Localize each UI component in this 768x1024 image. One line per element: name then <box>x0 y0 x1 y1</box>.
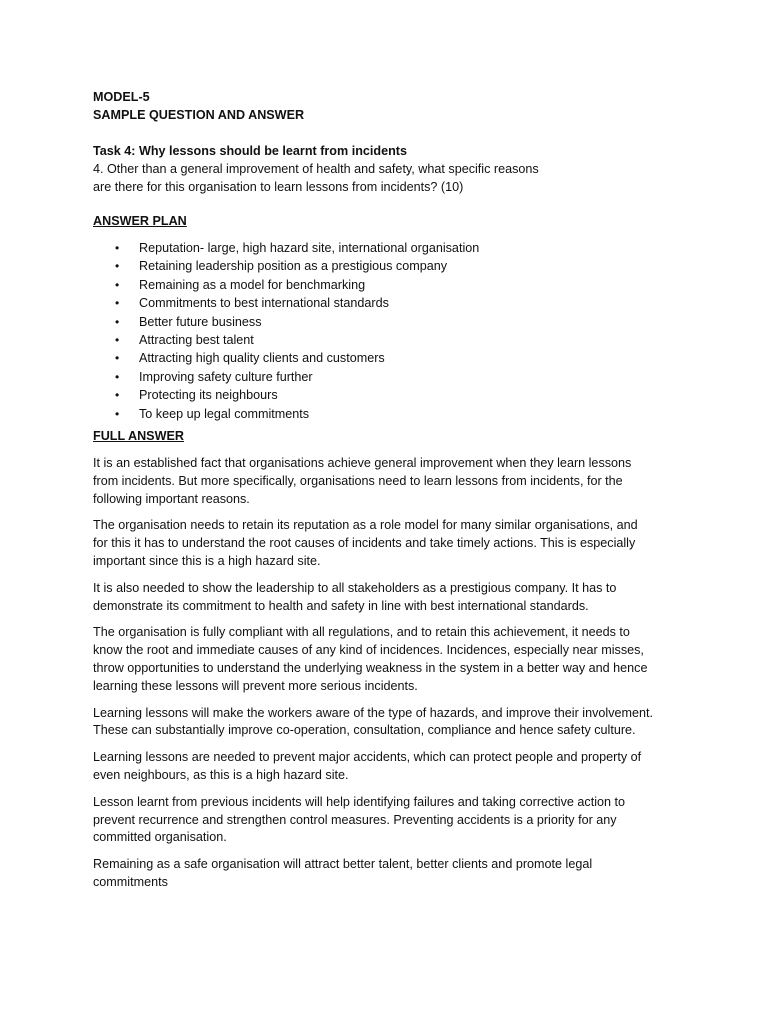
answer-paragraph <box>93 749 693 785</box>
list-item-text: Attracting best talent <box>139 333 254 348</box>
answer-plan-heading: ANSWER PLAN <box>93 214 187 228</box>
answer-paragraph <box>93 705 693 741</box>
paragraph-line: It is an established fact that organisations achieve general improvement when they learn lessons <box>93 456 632 471</box>
paragraph-line: It is also needed to show the leadership to all stakeholders as a prestigious company. It has to <box>93 580 617 595</box>
paragraph-line: Learning lessons are needed to prevent major accidents, which can protect people and property of <box>93 750 642 765</box>
answer-paragraph <box>93 455 693 508</box>
question-line-2: are there for this organisation to learn lessons from incidents? (10) <box>93 180 464 194</box>
answer-paragraph <box>93 580 693 616</box>
bullet-icon: • <box>115 351 120 366</box>
list-item-text: Protecting its neighbours <box>139 388 278 403</box>
task-title: Task 4: Why lessons should be learnt from incidents <box>93 144 407 158</box>
paragraph-line: commitments <box>93 875 168 889</box>
answer-paragraph <box>93 856 693 892</box>
paragraph-line: The organisation is fully compliant with all regulations, and to retain this achievement, it needs to <box>93 625 630 640</box>
paragraph-line: even neighbours, as this is a high hazard site. <box>93 768 349 783</box>
list-item-text: Reputation- large, high hazard site, international organisation <box>139 241 480 255</box>
paragraph-line: These can substantially improve co-operation, consultation, compliance and hence safety culture. <box>93 723 636 738</box>
list-item <box>93 313 693 331</box>
task-section <box>93 142 693 196</box>
answer-paragraph <box>93 794 693 847</box>
paragraph-line: important since this is a high hazard site. <box>93 554 321 569</box>
list-item-text: To keep up legal commitments <box>139 406 310 421</box>
list-item <box>93 257 693 275</box>
paragraph-line: committed organisation. <box>93 830 227 845</box>
list-item-text: Retaining leadership position as a prestigious company <box>139 259 448 274</box>
list-item <box>93 368 693 386</box>
answer-paragraph <box>93 624 693 695</box>
paragraph-line: for this it has to understand the root causes of incidents and take timely actions. This is especially <box>93 536 636 551</box>
paragraph-line: learning these lessons will prevent more serious incidents. <box>93 678 418 693</box>
paragraph-line: know the root and immediate causes of any kind of incidences. Incidences, especially near misses, <box>93 643 644 658</box>
list-item-text: Improving safety culture further <box>139 369 313 384</box>
document-header <box>93 88 693 124</box>
list-item <box>93 276 693 294</box>
question-line-1: 4. Other than a general improvement of health and safety, what specific reasons <box>93 162 539 176</box>
list-item-text: Attracting high quality clients and customers <box>139 351 385 366</box>
list-item <box>93 294 693 312</box>
model-label: MODEL-5 <box>93 90 150 104</box>
list-item <box>93 331 693 349</box>
document-page <box>93 88 693 892</box>
full-answer-heading: FULL ANSWER <box>93 429 184 444</box>
bullet-icon: • <box>115 388 120 403</box>
document-subtitle: SAMPLE QUESTION AND ANSWER <box>93 108 305 122</box>
list-item <box>93 349 693 367</box>
paragraph-line: from incidents. But more specifically, organisations need to learn lessons from incidents, for the <box>93 473 623 488</box>
bullet-icon: • <box>115 406 120 421</box>
full-answer-body <box>93 455 693 892</box>
bullet-icon: • <box>115 277 120 292</box>
bullet-icon: • <box>115 369 120 384</box>
answer-paragraph <box>93 517 693 570</box>
paragraph-line: demonstrate its commitment to health and safety in line with best international standards. <box>93 598 589 613</box>
paragraph-line: Lesson learnt from previous incidents will help identifying failures and taking corrective action to <box>93 794 626 809</box>
bullet-icon: • <box>115 259 120 274</box>
bullet-icon: • <box>115 241 120 255</box>
list-item <box>93 386 693 404</box>
paragraph-line: Remaining as a safe organisation will attract better talent, better clients and promote legal <box>93 857 593 872</box>
list-item-text: Commitments to best international standards <box>139 296 389 311</box>
answer-plan-list <box>93 239 693 423</box>
paragraph-line: Learning lessons will make the workers aware of the type of hazards, and improve their involvement. <box>93 705 653 720</box>
paragraph-line: prevent recurrence and strengthen control measures. Preventing accidents is a priority for any <box>93 812 617 827</box>
list-item <box>93 239 693 257</box>
bullet-icon: • <box>115 296 120 311</box>
paragraph-line: The organisation needs to retain its reputation as a role model for many similar organisations, and <box>93 518 638 533</box>
paragraph-line: following important reasons. <box>93 491 250 506</box>
list-item-text: Remaining as a model for benchmarking <box>139 277 366 292</box>
bullet-icon: • <box>115 333 120 348</box>
list-item-text: Better future business <box>139 314 262 329</box>
bullet-icon: • <box>115 314 120 329</box>
paragraph-line: throw opportunities to understand the underlying weakness in the system in a better way and hence <box>93 661 648 676</box>
list-item <box>93 405 693 423</box>
